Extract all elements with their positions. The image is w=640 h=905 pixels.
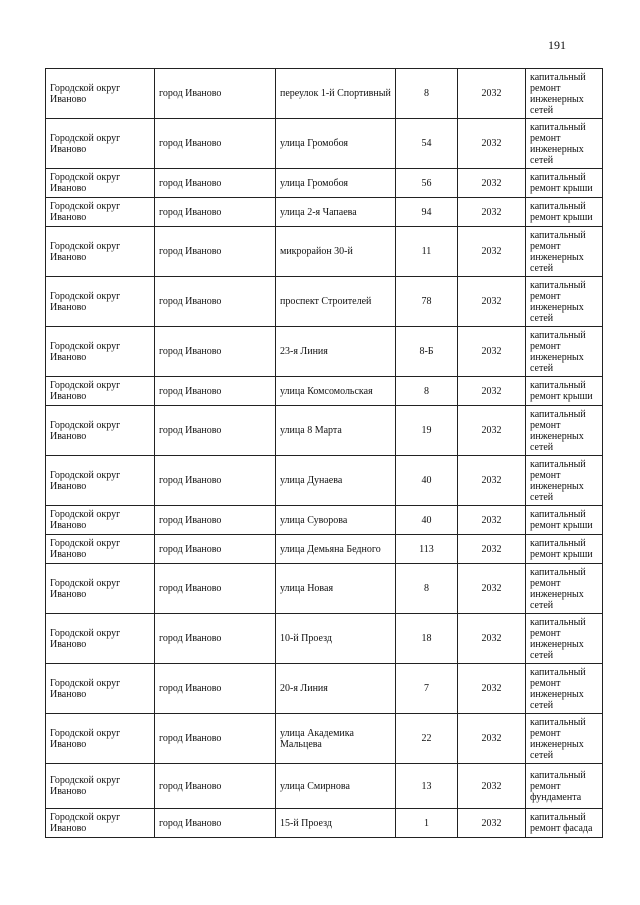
street-cell: 23-я Линия (276, 327, 396, 377)
table-row (46, 664, 603, 714)
city-cell: город Иваново (155, 714, 276, 764)
work-type-cell: капитальный ремонт инженерных сетей (526, 119, 603, 169)
house-number-cell: 8 (396, 69, 458, 119)
house-number-cell: 18 (396, 614, 458, 664)
work-type-cell: капитальный ремонт инженерных сетей (526, 664, 603, 714)
house-number-cell: 113 (396, 535, 458, 564)
house-number-cell: 94 (396, 198, 458, 227)
okrug-cell: Городской округ Иваново (46, 277, 155, 327)
okrug-cell: Городской округ Иваново (46, 119, 155, 169)
city-cell: город Иваново (155, 614, 276, 664)
year-cell: 2032 (458, 714, 526, 764)
house-number-cell: 11 (396, 227, 458, 277)
table-row (46, 277, 603, 327)
house-number-cell: 40 (396, 506, 458, 535)
year-cell: 2032 (458, 506, 526, 535)
house-number-cell: 78 (396, 277, 458, 327)
page-number: 191 (548, 38, 566, 52)
city-cell: город Иваново (155, 277, 276, 327)
okrug-cell: Городской округ Иваново (46, 327, 155, 377)
street-cell: улица Новая (276, 564, 396, 614)
year-cell: 2032 (458, 564, 526, 614)
work-type-cell: капитальный ремонт фундамента (526, 764, 603, 809)
house-number-cell: 40 (396, 456, 458, 506)
street-cell: 15-й Проезд (276, 809, 396, 838)
table-row (46, 456, 603, 506)
year-cell: 2032 (458, 535, 526, 564)
table-row (46, 119, 603, 169)
street-cell: улица Академика Мальцева (276, 714, 396, 764)
house-number-cell: 8-Б (396, 327, 458, 377)
table-row (46, 227, 603, 277)
work-type-cell: капитальный ремонт крыши (526, 169, 603, 198)
street-cell: улица Дунаева (276, 456, 396, 506)
table-row (46, 564, 603, 614)
house-number-cell: 19 (396, 406, 458, 456)
repair-schedule-table (45, 68, 603, 838)
table-row (46, 169, 603, 198)
year-cell: 2032 (458, 664, 526, 714)
okrug-cell: Городской округ Иваново (46, 406, 155, 456)
city-cell: город Иваново (155, 564, 276, 614)
street-cell: улица Комсомольская (276, 377, 396, 406)
year-cell: 2032 (458, 119, 526, 169)
city-cell: город Иваново (155, 327, 276, 377)
street-cell: улица Смирнова (276, 764, 396, 809)
year-cell: 2032 (458, 169, 526, 198)
city-cell: город Иваново (155, 119, 276, 169)
house-number-cell: 1 (396, 809, 458, 838)
okrug-cell: Городской округ Иваново (46, 506, 155, 535)
table-row (46, 764, 603, 809)
okrug-cell: Городской округ Иваново (46, 198, 155, 227)
year-cell: 2032 (458, 406, 526, 456)
house-number-cell: 54 (396, 119, 458, 169)
year-cell: 2032 (458, 277, 526, 327)
okrug-cell: Городской округ Иваново (46, 535, 155, 564)
city-cell: город Иваново (155, 506, 276, 535)
year-cell: 2032 (458, 227, 526, 277)
table-row (46, 69, 603, 119)
okrug-cell: Городской округ Иваново (46, 377, 155, 406)
year-cell: 2032 (458, 327, 526, 377)
city-cell: город Иваново (155, 664, 276, 714)
work-type-cell: капитальный ремонт фасада (526, 809, 603, 838)
work-type-cell: капитальный ремонт инженерных сетей (526, 456, 603, 506)
house-number-cell: 13 (396, 764, 458, 809)
okrug-cell: Городской округ Иваново (46, 614, 155, 664)
house-number-cell: 8 (396, 377, 458, 406)
street-cell: улица Суворова (276, 506, 396, 535)
table-row (46, 406, 603, 456)
work-type-cell: капитальный ремонт инженерных сетей (526, 406, 603, 456)
year-cell: 2032 (458, 764, 526, 809)
work-type-cell: капитальный ремонт инженерных сетей (526, 277, 603, 327)
street-cell: улица 2-я Чапаева (276, 198, 396, 227)
year-cell: 2032 (458, 809, 526, 838)
year-cell: 2032 (458, 456, 526, 506)
okrug-cell: Городской округ Иваново (46, 456, 155, 506)
work-type-cell: капитальный ремонт крыши (526, 377, 603, 406)
house-number-cell: 56 (396, 169, 458, 198)
table-row (46, 714, 603, 764)
okrug-cell: Городской округ Иваново (46, 227, 155, 277)
work-type-cell: капитальный ремонт инженерных сетей (526, 69, 603, 119)
house-number-cell: 8 (396, 564, 458, 614)
work-type-cell: капитальный ремонт инженерных сетей (526, 614, 603, 664)
work-type-cell: капитальный ремонт инженерных сетей (526, 327, 603, 377)
city-cell: город Иваново (155, 227, 276, 277)
city-cell: город Иваново (155, 69, 276, 119)
work-type-cell: капитальный ремонт крыши (526, 535, 603, 564)
street-cell: улица Громобоя (276, 169, 396, 198)
table-row (46, 614, 603, 664)
city-cell: город Иваново (155, 764, 276, 809)
okrug-cell: Городской округ Иваново (46, 714, 155, 764)
table-row (46, 535, 603, 564)
table-row (46, 377, 603, 406)
street-cell: улица Громобоя (276, 119, 396, 169)
year-cell: 2032 (458, 198, 526, 227)
work-type-cell: капитальный ремонт инженерных сетей (526, 564, 603, 614)
street-cell: 10-й Проезд (276, 614, 396, 664)
city-cell: город Иваново (155, 198, 276, 227)
street-cell: улица Демьяна Бедного (276, 535, 396, 564)
work-type-cell: капитальный ремонт крыши (526, 506, 603, 535)
okrug-cell: Городской округ Иваново (46, 809, 155, 838)
work-type-cell: капитальный ремонт инженерных сетей (526, 227, 603, 277)
city-cell: город Иваново (155, 406, 276, 456)
table-row (46, 198, 603, 227)
okrug-cell: Городской округ Иваново (46, 69, 155, 119)
year-cell: 2032 (458, 69, 526, 119)
street-cell: переулок 1-й Спортивный (276, 69, 396, 119)
house-number-cell: 22 (396, 714, 458, 764)
table-body (46, 69, 603, 838)
okrug-cell: Городской округ Иваново (46, 169, 155, 198)
work-type-cell: капитальный ремонт крыши (526, 198, 603, 227)
table-row (46, 809, 603, 838)
year-cell: 2032 (458, 377, 526, 406)
city-cell: город Иваново (155, 169, 276, 198)
city-cell: город Иваново (155, 535, 276, 564)
house-number-cell: 7 (396, 664, 458, 714)
table-row (46, 506, 603, 535)
street-cell: микрорайон 30-й (276, 227, 396, 277)
year-cell: 2032 (458, 614, 526, 664)
city-cell: город Иваново (155, 456, 276, 506)
street-cell: проспект Строителей (276, 277, 396, 327)
street-cell: 20-я Линия (276, 664, 396, 714)
city-cell: город Иваново (155, 377, 276, 406)
work-type-cell: капитальный ремонт инженерных сетей (526, 714, 603, 764)
table-row (46, 327, 603, 377)
okrug-cell: Городской округ Иваново (46, 664, 155, 714)
city-cell: город Иваново (155, 809, 276, 838)
okrug-cell: Городской округ Иваново (46, 764, 155, 809)
okrug-cell: Городской округ Иваново (46, 564, 155, 614)
street-cell: улица 8 Марта (276, 406, 396, 456)
